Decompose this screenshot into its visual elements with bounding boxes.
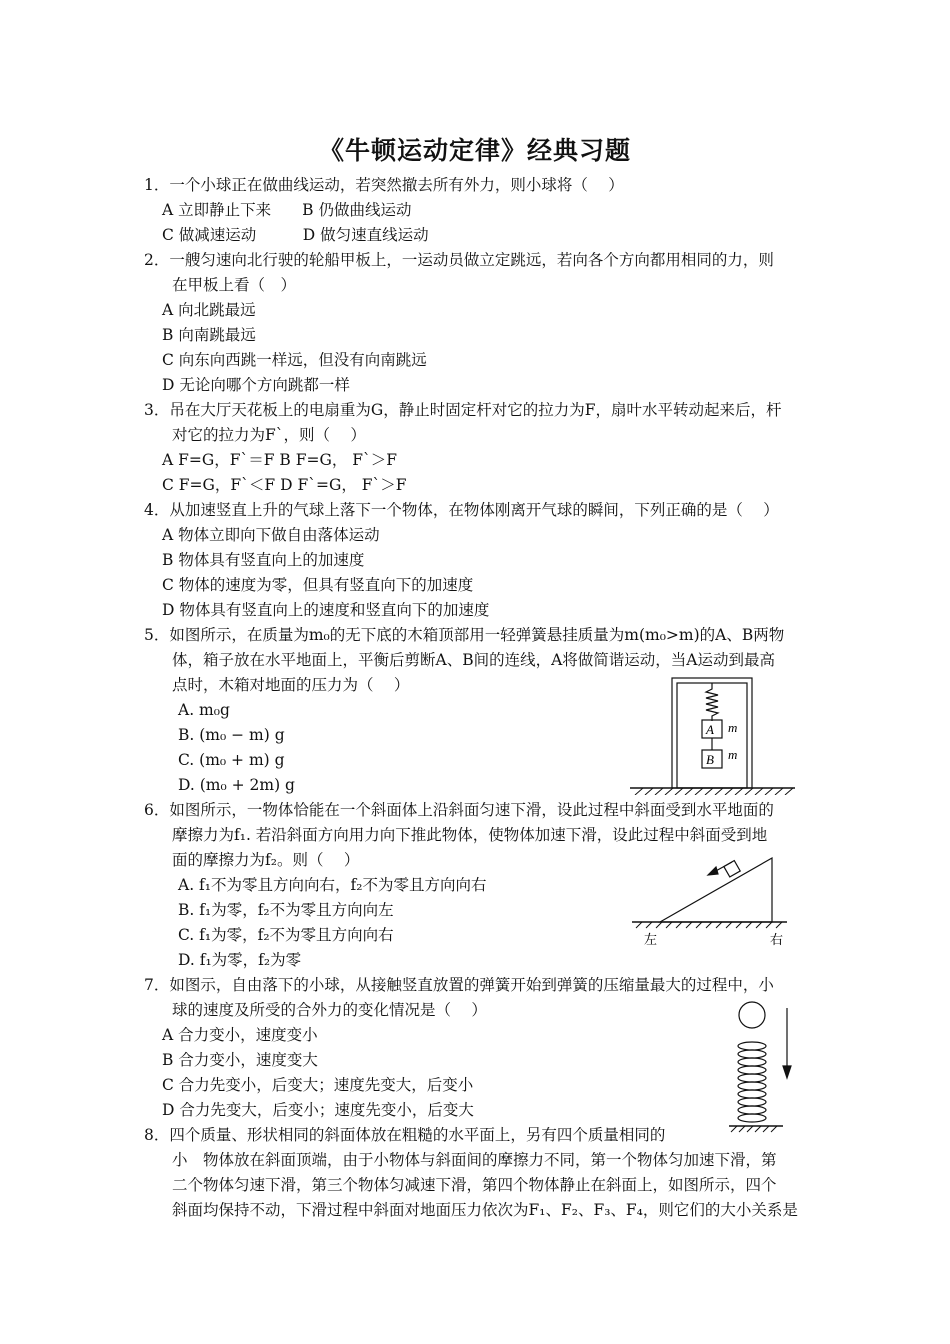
ball-spring-figure [725,998,800,1138]
question-5-text: 5．如图所示，在质量为m₀的无下底的木箱顶部用一轻弹簧悬挂质量为m(m₀>m)的A、B两物 [144,626,785,644]
question-2-option: D 无论向哪个方向跳都一样 [162,376,350,394]
right-label: 右 [770,933,784,948]
question-2-option: A 向北跳最远 [162,301,256,319]
question-8-text: 二个物体匀速下滑，第三个物体匀减速下滑，第四个物体静止在斜面上，如图所示，四个 [172,1176,777,1194]
question-3-option-row: C F=G，F`＜F D F`=G， F`＞F [162,476,407,494]
question-6-text: 面的摩擦力为f₂。则（ ） [172,851,360,869]
block-a-label: A [706,722,714,737]
question-6-option: D. f₁为零，f₂为零 [178,951,302,969]
question-6-option: A. f₁不为零且方向向右，f₂不为零且方向向右 [178,876,487,894]
question-5-option: D. (m₀ + 2m) g [178,776,295,794]
mass-label-a: m [728,720,738,735]
question-4-text: 4．从加速竖直上升的气球上落下一个物体，在物体刚离开气球的瞬间，下列正确的是（ ） [144,501,779,519]
question-3-text: 3．吊在大厅天花板上的电扇重为G，静止时固定杆对它的拉力为F，扇叶水平转动起来后，杆 [144,401,782,419]
question-8-text: 小 物体放在斜面顶端，由于小物体与斜面间的摩擦力不同，第一个物体匀加速下滑，第 [172,1151,777,1169]
question-4-option: D 物体具有竖直向上的速度和竖直向下的加速度 [162,601,490,619]
question-6-text: 6．如图所示，一物体恰能在一个斜面体上沿斜面匀速下滑，设此过程中斜面受到水平地面的 [144,801,774,819]
question-7-option: A 合力变小，速度变小 [162,1026,318,1044]
question-6-text: 摩擦力为f₁. 若沿斜面方向用力向下推此物体，使物体加速下滑，设此过程中斜面受到地 [172,826,768,844]
left-label: 左 [644,933,658,948]
incline-figure [632,852,792,952]
question-1-option-row: C 做减速运动 D 做匀速直线运动 [162,226,429,244]
question-7-text: 7．如图示，自由落下的小球，从接触竖直放置的弹簧开始到弹簧的压缩量最大的过程中，小 [144,976,774,994]
question-8-text: 斜面均保持不动，下滑过程中斜面对地面压力依次为F₁、F₂、F₃、F₄，则它们的大小关系是 [172,1201,798,1219]
question-1-text: 1．一个小球正在做曲线运动，若突然撤去所有外力，则小球将（ ） [144,176,624,194]
question-7-option: B 合力变小，速度变大 [162,1051,318,1069]
question-6-option: B. f₁为零，f₂不为零且方向向左 [178,901,394,919]
question-5-option: A. m₀g [178,701,230,719]
question-2-option: C 向东向西跳一样远，但没有向南跳远 [162,351,427,369]
question-2-text: 2．一艘匀速向北行驶的轮船甲板上，一运动员做立定跳远，若向各个方向都用相同的力，则 [144,251,774,269]
question-1-option-row: A 立即静止下来 B 仍做曲线运动 [162,201,412,219]
question-8-text: 8．四个质量、形状相同的斜面体放在粗糙的水平面上，另有四个质量相同的 [144,1126,666,1144]
question-4-option: B 物体具有竖直向上的加速度 [162,551,365,569]
question-4-option: C 物体的速度为零，但具有竖直向下的加速度 [162,576,474,594]
question-3-text: 对它的拉力为F`，则（ ） [172,426,366,444]
question-5-option: C. (m₀ + m) g [178,751,285,769]
question-5-text: 体，箱子放在水平地面上，平衡后剪断A、B间的连线，A将做简谐运动，当A运动到最高 [172,651,775,669]
question-2-text: 在甲板上看（ ） [172,276,297,294]
question-7-option: D 合力先变大，后变小；速度先变小，后变大 [162,1101,474,1119]
page-title: 《牛顿运动定律》经典习题 [318,136,631,165]
spring-box-figure [630,670,800,795]
block-b-label: B [706,752,714,767]
question-7-option: C 合力先变小，后变大；速度先变大，后变小 [162,1076,474,1094]
question-4-option: A 物体立即向下做自由落体运动 [162,526,380,544]
question-5-option: B. (m₀ − m) g [178,726,285,744]
question-7-text: 球的速度及所受的合外力的变化情况是（ ） [172,1001,487,1019]
question-5-text: 点时，木箱对地面的压力为（ ） [172,676,410,694]
mass-label-b: m [728,747,738,762]
question-3-option-row: A F=G，F`＝F B F=G， F`＞F [162,451,398,469]
question-2-option: B 向南跳最远 [162,326,256,344]
question-6-option: C. f₁为零，f₂不为零且方向向右 [178,926,394,944]
